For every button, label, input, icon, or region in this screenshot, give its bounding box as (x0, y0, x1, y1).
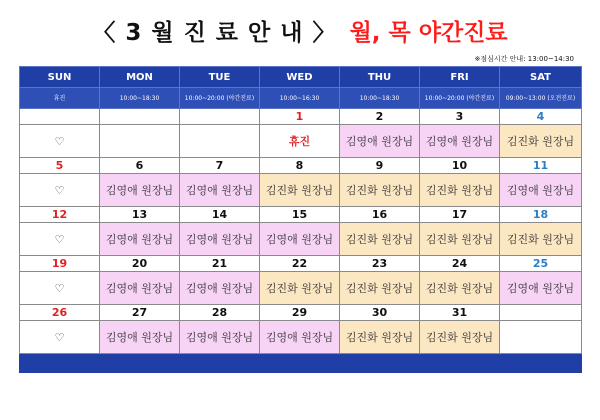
date-row (20, 256, 582, 272)
weekday-header-row (20, 67, 582, 88)
date-cell (500, 305, 582, 321)
schedule-cell (180, 125, 260, 158)
date-cell: 21 (180, 256, 260, 272)
schedule-cell: 김진화 원장님 (340, 272, 420, 305)
title-month: 〈 3 월 진 료 안 내 〉 (92, 20, 337, 46)
hours-cell: 10:00~18:30 (340, 88, 420, 109)
date-cell: 29 (260, 305, 340, 321)
date-cell: 31 (420, 305, 500, 321)
hours-cell: 10:00~20:00 (야간진료) (420, 88, 500, 109)
date-cell: 23 (340, 256, 420, 272)
hours-cell: 10:00~18:30 (100, 88, 180, 109)
date-row (20, 207, 582, 223)
date-cell: 6 (100, 158, 180, 174)
page-title (0, 14, 600, 54)
schedule-cell: 김진화 원장님 (420, 321, 500, 354)
weekday-header: SAT (500, 67, 582, 88)
schedule-cell: 김진화 원장님 (420, 223, 500, 256)
schedule-cell: 김영애 원장님 (340, 125, 420, 158)
schedule-cell: 김영애 원장님 (100, 321, 180, 354)
schedule-cell: 김영애 원장님 (260, 223, 340, 256)
date-cell: 10 (420, 158, 500, 174)
schedule-cell: 김진화 원장님 (420, 174, 500, 207)
weekday-header: MON (100, 67, 180, 88)
schedule-cell (100, 125, 180, 158)
schedule-row (20, 272, 582, 305)
schedule-cell: 김진화 원장님 (260, 272, 340, 305)
date-cell: 18 (500, 207, 582, 223)
date-cell: 2 (340, 109, 420, 125)
date-cell: 28 (180, 305, 260, 321)
date-cell: 26 (20, 305, 100, 321)
schedule-cell: 김진화 원장님 (500, 125, 582, 158)
date-cell: 15 (260, 207, 340, 223)
footer-cell (340, 354, 420, 373)
date-cell: 30 (340, 305, 420, 321)
date-cell: 5 (20, 158, 100, 174)
date-cell: 22 (260, 256, 340, 272)
date-cell: 9 (340, 158, 420, 174)
schedule-cell: 김진화 원장님 (340, 174, 420, 207)
clinic-calendar (19, 66, 582, 373)
date-cell: 1 (260, 109, 340, 125)
date-cell: 19 (20, 256, 100, 272)
hours-cell: 휴진 (20, 88, 100, 109)
schedule-cell: 김영애 원장님 (180, 174, 260, 207)
heart-icon: ♡ (20, 125, 100, 158)
date-cell: 14 (180, 207, 260, 223)
footer-cell (500, 354, 582, 373)
hours-cell: 10:00~16:30 (260, 88, 340, 109)
date-cell: 27 (100, 305, 180, 321)
schedule-cell: 김영애 원장님 (180, 321, 260, 354)
footer-cell (180, 354, 260, 373)
heart-icon: ♡ (20, 321, 100, 354)
date-row (20, 109, 582, 125)
holiday-cell: 휴진 (260, 125, 340, 158)
schedule-cell: 김진화 원장님 (500, 223, 582, 256)
hours-row (20, 88, 582, 109)
schedule-row (20, 321, 582, 354)
footer-cell (20, 354, 100, 373)
schedule-cell: 김영애 원장님 (180, 223, 260, 256)
heart-icon: ♡ (20, 272, 100, 305)
date-cell: 24 (420, 256, 500, 272)
schedule-cell: 김영애 원장님 (500, 174, 582, 207)
schedule-cell: 김영애 원장님 (180, 272, 260, 305)
weekday-header: THU (340, 67, 420, 88)
date-cell (180, 109, 260, 125)
schedule-cell: 김영애 원장님 (100, 223, 180, 256)
title-night-clinic: 월, 목 야간진료 (349, 20, 508, 46)
schedule-cell (500, 321, 582, 354)
weekday-header: WED (260, 67, 340, 88)
weekday-header: TUE (180, 67, 260, 88)
schedule-cell: 김영애 원장님 (500, 272, 582, 305)
date-cell (100, 109, 180, 125)
date-cell: 3 (420, 109, 500, 125)
footer-cell (100, 354, 180, 373)
weekday-header: SUN (20, 67, 100, 88)
schedule-cell: 김진화 원장님 (340, 223, 420, 256)
schedule-cell: 김영애 원장님 (260, 321, 340, 354)
schedule-cell: 김진화 원장님 (260, 174, 340, 207)
date-cell: 17 (420, 207, 500, 223)
schedule-row (20, 174, 582, 207)
schedule-cell: 김영애 원장님 (420, 125, 500, 158)
footer-cell (420, 354, 500, 373)
date-cell: 13 (100, 207, 180, 223)
footer-bar (20, 354, 582, 373)
date-cell: 4 (500, 109, 582, 125)
date-cell: 11 (500, 158, 582, 174)
date-cell: 16 (340, 207, 420, 223)
date-cell: 8 (260, 158, 340, 174)
schedule-cell: 김진화 원장님 (420, 272, 500, 305)
date-cell: 20 (100, 256, 180, 272)
schedule-cell: 김영애 원장님 (100, 272, 180, 305)
heart-icon: ♡ (20, 223, 100, 256)
schedule-cell: 김영애 원장님 (100, 174, 180, 207)
date-cell: 7 (180, 158, 260, 174)
heart-icon: ♡ (20, 174, 100, 207)
date-cell: 12 (20, 207, 100, 223)
weekday-header: FRI (420, 67, 500, 88)
hours-cell: 09:00~13:00 (오전진료) (500, 88, 582, 109)
schedule-row (20, 223, 582, 256)
schedule-row (20, 125, 582, 158)
footer-cell (260, 354, 340, 373)
lunch-note: ※점심시간 안내: 13:00~14:30 (474, 55, 574, 63)
hours-cell: 10:00~20:00 (야간진료) (180, 88, 260, 109)
date-cell: 25 (500, 256, 582, 272)
schedule-cell: 김진화 원장님 (340, 321, 420, 354)
date-row (20, 158, 582, 174)
date-cell (20, 109, 100, 125)
date-row (20, 305, 582, 321)
